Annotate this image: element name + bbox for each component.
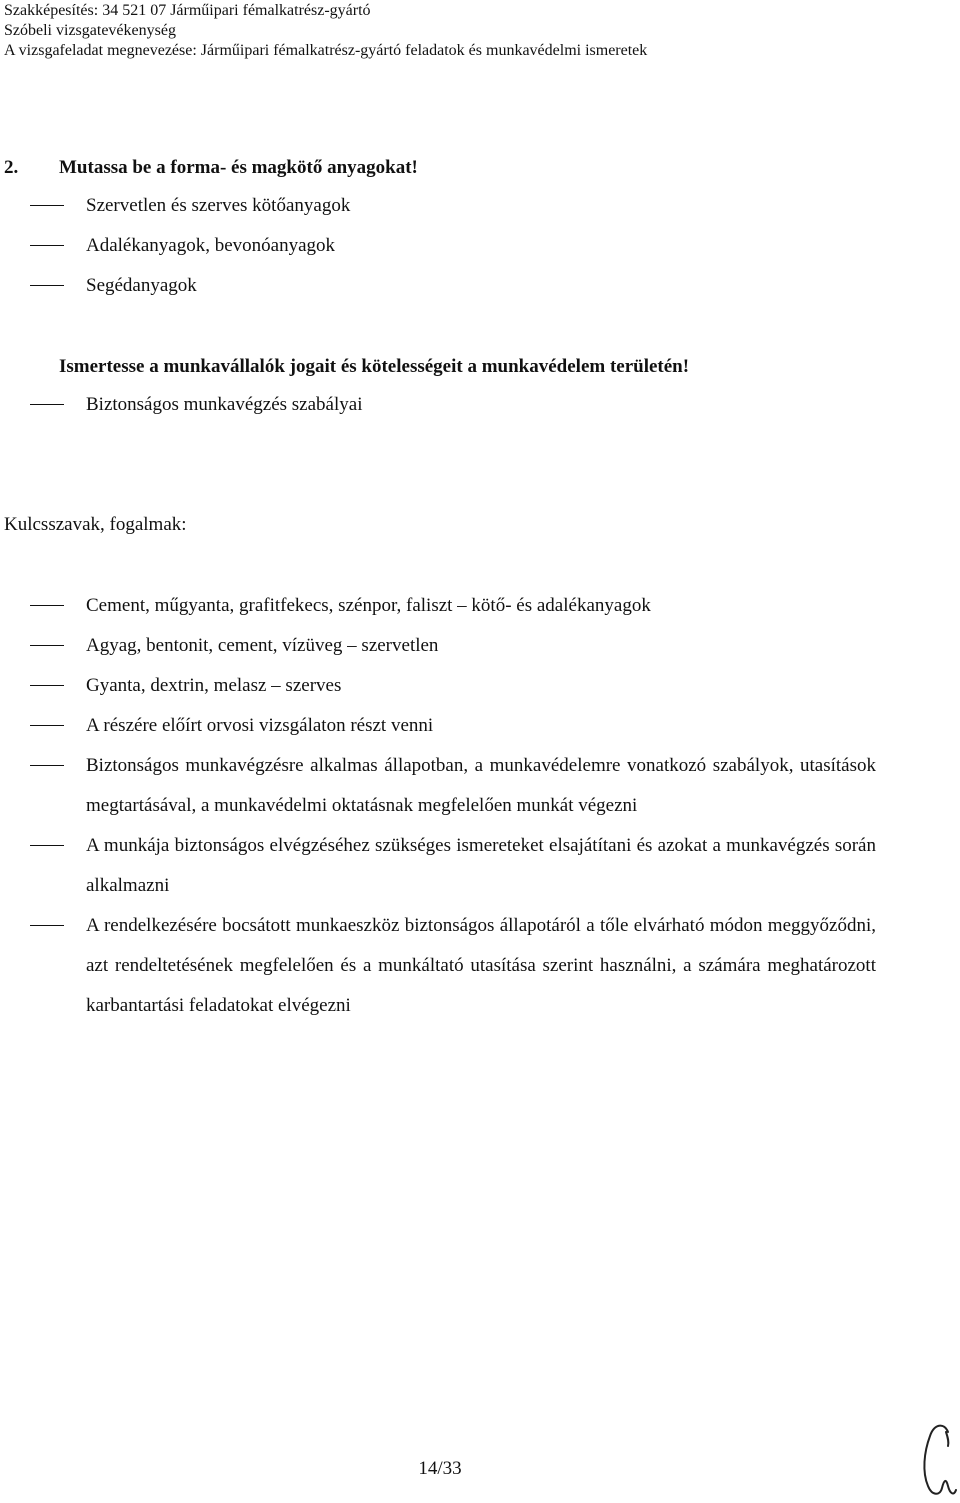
dash-bullet-icon bbox=[30, 605, 64, 606]
document-header bbox=[4, 1, 647, 61]
dash-bullet-icon bbox=[30, 925, 64, 926]
list-item: Segédanyagok bbox=[0, 266, 876, 306]
list-item: Agyag, bentonit, cement, vízüveg – szervetlen bbox=[0, 626, 876, 666]
list-item: Gyanta, dextrin, melasz – szerves bbox=[0, 666, 876, 706]
signature-icon bbox=[918, 1420, 958, 1502]
question-sub-items-list bbox=[0, 385, 876, 425]
dash-bullet-icon bbox=[30, 205, 64, 206]
dash-bullet-icon bbox=[30, 725, 64, 726]
dash-bullet-icon bbox=[30, 285, 64, 286]
header-exam-type: Szóbeli vizsgatevékenység bbox=[4, 22, 176, 39]
question-number: 2. bbox=[4, 157, 19, 178]
dash-bullet-icon bbox=[30, 404, 64, 405]
list-item: Biztonságos munkavégzésre alkalmas állapotban, a munkavédelemre vonatkozó szabályok, utasítások megtartásával, a munkavédelmi oktatásnak megfelelően munkát végezni bbox=[0, 746, 876, 826]
question-title bbox=[4, 156, 418, 180]
dash-bullet-icon bbox=[30, 845, 64, 846]
dash-bullet-icon bbox=[30, 685, 64, 686]
list-item: Cement, műgyanta, grafitfekecs, szénpor, faliszt – kötő- és adalékanyagok bbox=[0, 586, 876, 626]
question-title-text: Mutassa be a forma- és magkötő anyagokat! bbox=[59, 157, 418, 178]
header-qualification: Szakképesítés: 34 521 07 Járműipari fémalkatrész-gyártó bbox=[4, 2, 371, 19]
header-task-name: A vizsgafeladat megnevezése: Járműipari fémalkatrész-gyártó feladatok és munkavédelmi ismeretek bbox=[4, 42, 648, 59]
list-item: Biztonságos munkavégzés szabályai bbox=[0, 385, 876, 425]
dash-bullet-icon bbox=[30, 765, 64, 766]
dash-bullet-icon bbox=[30, 245, 64, 246]
dash-bullet-icon bbox=[30, 645, 64, 646]
list-item: A rendelkezésére bocsátott munkaeszköz biztonságos állapotáról a tőle elvárható módon meggyőződni, azt rendeltetésének megfelelően és a munkáltató utasítása szerint használni, a számára meghatározott karbantartási feladatokat elvégezni bbox=[0, 906, 876, 1026]
keywords-list bbox=[0, 586, 876, 1026]
list-item: A munkája biztonságos elvégzéséhez szükséges ismereteket elsajátítani és azokat a munkavégzés során alkalmazni bbox=[0, 826, 876, 906]
list-item: Szervetlen és szerves kötőanyagok bbox=[0, 186, 876, 226]
list-item: A részére előírt orvosi vizsgálaton részt venni bbox=[0, 706, 876, 746]
list-item: Adalékanyagok, bevonóanyagok bbox=[0, 226, 876, 266]
question-subtitle: Ismertesse a munkavállalók jogait és kötelességeit a munkavédelem területén! bbox=[59, 356, 690, 377]
page-number: 14/33 bbox=[418, 1458, 462, 1479]
keywords-heading: Kulcsszavak, fogalmak: bbox=[4, 514, 187, 535]
question-items-list bbox=[0, 186, 876, 306]
